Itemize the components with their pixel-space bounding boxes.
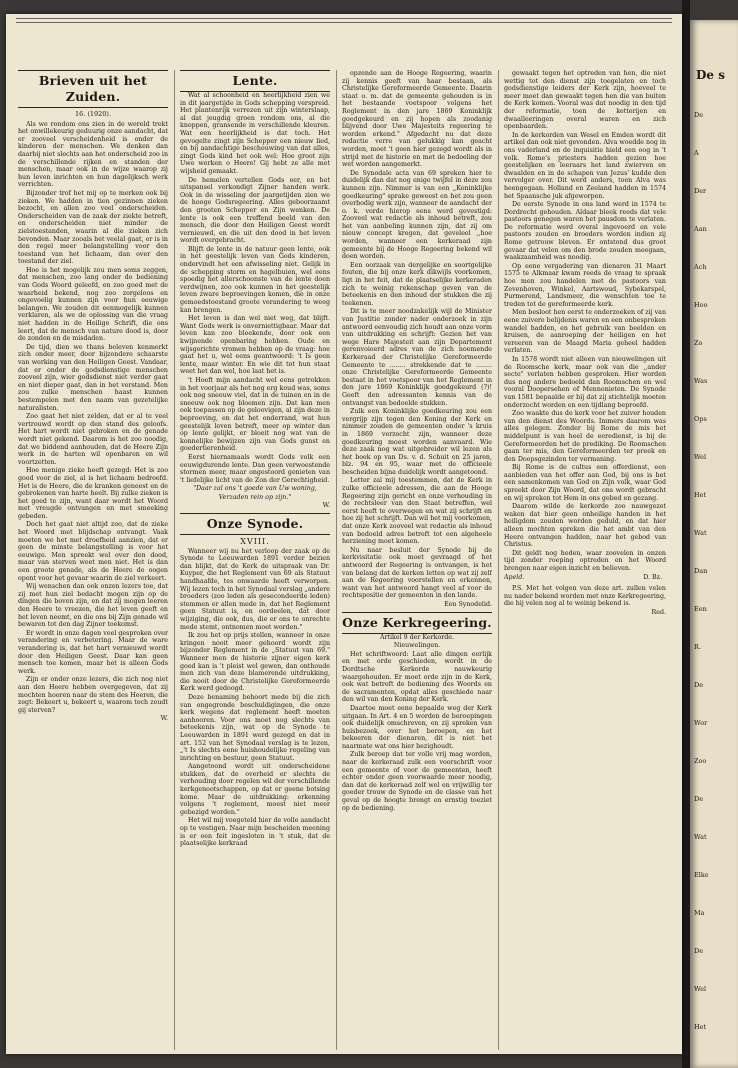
column-separator <box>498 70 499 1050</box>
poem-line: "Daar zal ons 't goede van Uw woning, <box>193 485 317 493</box>
adjacent-page-fragment: De <box>694 111 704 119</box>
column-1 <box>18 70 168 1050</box>
paragraph: Op eene vergadering van dienaren 31 Maart 1575 te Alkmaar kwam reeds de vraag te spraak hoe men zou handelen met de pastoors van Zevenhoven, Winkel, Aartswoud, Sybekarspel, Purmerend, Landsmeer, die wenschten toe te treden tot de gereformeerde kerk. <box>504 262 666 308</box>
paragraph: Bijzonder trof het mij op te merken ook bij zieken. We hadden in tien gezinnen zieken bezocht, en allen zoo veel onderscheiden. Onderscheiden van de zaak der ziekte betreft, en onderscheiden niet minder de zielstoestanden, waarin al die zieken zich bevonden. Maar zooals het veelal gaat, er is in den regel meer belangstelling voor den toestand van het lichaam, dan over den toestand der ziel. <box>18 189 168 266</box>
paragraph: Men besloot hen eerst te onderzoeken of zij van eene zuivere belijdenis waren en een onbesproken wandel hadden, en het gebruik van beelden en kruisen, de aanroeping der heiligen en het vereeren van de Maagd Maria geheel hadden verlaten. <box>504 309 666 355</box>
adjacent-page-fragment: Zo <box>694 339 703 347</box>
adjacent-page-fragment: Hoo <box>694 301 708 309</box>
paragraph: Eerst hiernamaals wordt Gods volk een eeuwigdurende lente. Dan geen verwoestende stormen meer, maar ongestoord genieten van 't liefelijke licht van de Zon der Gerechtigheid. <box>180 453 330 484</box>
adjacent-page-fragment: A <box>694 149 699 157</box>
adjacent-page-fragment: Een <box>694 605 707 613</box>
paragraph: Het leven is dan wel niet weg, dat blijft. Want Gods werk is onverniettigbaar. Maar dat leven kan zoo bleekende, door ook een kwijnende openbaring hebben. Oude en wijsgerichte vromen hebben op de vraag: hoe gaat het u, wel eens geantwoord: 't Is geen lente, maar winter. En wie dit tot hun staat weet het dan wel, hoe laat het is. <box>180 315 330 376</box>
column-3 <box>342 70 492 1050</box>
paragraph: Zoo gaat het niet zelden, dat er al te veel vertrouwd wordt op den stand des geloofs. Het hart wordt niet gebroken en de genade wordt niet gekend. Daarom is het zoo noodig, dat we biddend aanhouden, dat de Heere Zijn werk in de harten wil openbaren en wil voortzetten. <box>18 413 168 466</box>
adjacent-page-fragment: Der <box>694 187 707 195</box>
top-rule-2 <box>16 22 672 23</box>
adjacent-page-title: De s <box>696 68 725 82</box>
adjacent-page-fragment: Ops <box>694 415 707 423</box>
adjacent-page-fragment: Dan <box>694 567 708 575</box>
adjacent-page-fragment: Het <box>694 491 707 499</box>
paragraph: Zulk een Koninklijke goedkeuring zou een vergrijp zijn tegen den Koning der Kerk en nimmer zouden de gemeenten onder 's kruis in 1869 verzocht zijn, wanneer deze goedkeuring moest worden aanvaard. Wie deze zaak nog wat uitgebreider wil lezen als het boek op van Ds. v. d. Schuit en 25 jaren, blz. 94 en 95, waar met de officieele bescheiden bijna duidelijk wordt aangetoond. <box>342 408 492 476</box>
paragraph: De eerste Synode in ons land werd in 1574 te Dordrecht gehouden. Aldaar bleek reeds dat vele pastoors genegen waren het pausdom te verlaten. De reformatie werd overal ingevoerd en vele pastoors zouden en broeders worden indien zij Rome getrouw bleven. Er ontstond dus groot gevaar dat velen om den brode zouden meegaan, waakzaamheid was noodig. <box>504 201 666 262</box>
paragraph: Het wil mij voegeteld hier de volle aandacht op te vestigen. Naar mijn bescheiden meening is er een feit ingesloten in 't stuk, dat de plaatselijke kerkraad <box>180 817 330 848</box>
postscript-signature: Red. <box>651 608 666 616</box>
article-title-brieven: Brieven uit het Zuiden. <box>18 70 168 108</box>
paragraph: Daarom wilde de kerkorde zoo nauwgezet waken dat hier geen onheilige handen in het heiligdom zouden worden geduld, en dat hier alleen mochten spreken die het ambt van den Heere ontvangen hadden, naar het gebod van Christus. <box>504 503 666 549</box>
book-binding <box>682 0 690 1068</box>
paragraph: opzende aan de Hooge Regeering, waarin zij kennis geeft van haar bestaan, als Christelijke Gereformeerde Gemeente. Daarin staat o. m. dat de gemeente gehouden is in het bestaande voetspoor volgens het Reglement in den jare 1869 Koninklijk goedgekeurd en zij hopen als zoodanig blijvend door Uwe Majesteits regeering te worden erkend." Afgedacht nu dat deze redactie verre van gelukkig kan geacht worden, moet 't geen hier gezegd wordt als in strijd met de historie en met de bedoeling der wet worden aangemerkt. <box>342 70 492 169</box>
article-place: Apeld. <box>504 573 525 581</box>
adjacent-page-fragment: Wat <box>694 529 707 537</box>
adjacent-page-fragment: Aan <box>694 225 707 233</box>
paragraph: Zijn er onder onze lezers, die zich nog niet aan den Heere hebben overgegeven, dat zij mochten hooren naar de stem des Heeren, die zegt: Bekeert u, bekeert u, waarom toch zoudt gij sterven? <box>18 676 168 714</box>
article-title-lente: Lente. <box>180 70 330 92</box>
article-body-synode-cont <box>342 70 492 600</box>
adjacent-page-fragment: Ma <box>694 909 705 917</box>
paragraph: In de kerkorden van Wesel en Emden wordt dit artikel dan ook niet gevonden. Alva woedde nog in ons vaderland en de inquisitie hield een oog in 't volk. Rome's priesters hadden gezien hoe geestelijken en leeraars het land zwierven en dwaalden en in de schapen van Jezus' kudde den vervolger over. Dit werd anders, toen Alva was heengegaan. Holland en Zeeland hadden in 1574 het Spaansche juk afgeworpen. <box>504 131 666 200</box>
paragraph: Deze benaming behoort mede bij die zich van ongegronde beschuldigingen, die onze kerk wegens dat reglement heeft moeten aanhooren. Voor ons moet nog slechts van beteekenis zijn, wat op de Synode te Leeuwarden in 1891 werd gezegd en dat in art. 152 van het Synodaal verslag is te lezen, „'t Is slechts eene huishoudelijke regeling van inrichting en bestuur, geen Statuut. <box>180 693 330 762</box>
article-dateline: 16. (1920). <box>74 110 112 118</box>
article-body-lente <box>180 92 330 484</box>
adjacent-page-fragment: De <box>694 681 704 689</box>
article-title-kerkregeering: Onze Kerkregeering. <box>342 612 492 634</box>
column-2 <box>180 70 330 1050</box>
paragraph: Blijft de lente in de natuur geen lente, ook in het geestelijk leven van Gods kinderen, ondervindt het een afwisseling niet. Gelijk in de schepping storm en hagelbuien, wel eens spoedig het allerschoonste van de lente doen verdwijnen, zoo ook kunnen in het geestelijk leven zware beproevingen komen, die in onze gemoedstoestand groote verandering te weeg kan brengen. <box>180 245 330 314</box>
column-4 <box>504 70 666 1050</box>
paragraph: De hemelen vertellen Gods eer, en het uitspansel verkondigt Zijner handen werk. Ook in de wisseling der jaargetijden zien we de hooge Godsregeering. Alles geboorzaamt den grooten Schepper en Zijn wenken. De lente is ook een treffend beeld van den mensch, die door den Heiligen Geest wordt vernieuwd, en die uit den dood in het leven wordt overgebracht. <box>180 176 330 245</box>
paragraph: Aangetoond wordt uit onderscheidene stukken, dat de overheid er slechts de verhouding door regelen wil der verschillende kerkgenootschappen, op dat er geene botsing kome. Maar de uitdrukking: erkenning volgens 't reglement, moest niet meer gebezigd worden." <box>180 763 330 816</box>
adjacent-page-fragment: Wel <box>694 985 707 993</box>
paragraph: Letter zal mij toestemmen, dat de Kerk in zulke officieele adressen, die aan de Hooge Regeering zijn gericht en onze verhouding in de rechtsleer van den Staat betreffen, wel eerst heeft te overwegen en wat zij schrijft en hoe zij het schrijft. Dan wil het mij voorkomen, dat onze Kerk zooveel wat redactie als inhoud van bedoeld adres betreft tot een algeheele herziening moet komen. <box>342 477 492 546</box>
newspaper-page <box>6 14 682 1054</box>
column-separator <box>174 70 175 1050</box>
paragraph: Bij Rome is de cultus een offerdienst, een aanbieden van het offer aan God, bij ons is het een samenkomen van God en Zijn volk, waar God spreekt door Zijn Woord, dat ons wordt gebracht en wij spreken tot Hem in ons gebed en gezang. <box>504 464 666 502</box>
adjacent-page-fragment: Wor <box>694 719 708 727</box>
adjacent-page-fragment: Elke <box>694 871 709 879</box>
paragraph: Zulk beroep dat ter volle vrij mag worden, naar de kerkeraad zulk een voorschrift voor een gemeente of voor de gemeenten, heeft echter onder geen voorwaarde meer noodig, dan dat de kerkeraad zelf wel en vrijwillig ter goeder trouw de Synode en de classe van het geval op de hoogte brengt en ernstig toeziet op de bediening. <box>342 751 492 812</box>
paragraph: gewaakt tegen het optreden van hen, die niet wettig tot den dienst zijn toegelaten en toch godsdienstige leiders der Kerk zijn, hoeveel te meer moet dan gewaakt tegen hen die van buiten de Kerk komen. Vooral was dat noodig in den tijd der reformatie, toen de ketterijen en dwaalleeringen overal waren en zich openbaarden. <box>504 70 666 131</box>
adjacent-page-fragment: Ach <box>694 263 707 271</box>
article-signature: Een Synodelid. <box>444 600 492 608</box>
paragraph: Zoo waakte dus de kerk voor het zuiver houden van den dienst des Woords. Immers daarom was alles gelegen. Zonder bij Rome de mis het middelpunt is van heel de eeredienst, is bij de Gereformeerden het de prediking. De Roomschen gaan ter mis, den Gereformeerden ter preek en den Doopsgezinden ter vermaning. <box>504 410 666 463</box>
paragraph: De tijd, dien we thans beleven kenmerkt zich onder meer, door bijzondere schaarste van werking van den Heiligen Geest. Vandaar, dat er onder de godsdienstige menschen zooveel zijn, wier godsdienst niet verder gaat en niet dieper gaat, dan in het verstand. Men zou zulke menschen haast kunnen bestempelen met den naam van gezetelijke naturalisten. <box>18 343 168 412</box>
paragraph: Wat al schoonheid en heerlijkheid zien we in dit jaargetijde in Gods schepping verspreid. Het plantenrijk verrezen uit zijn winterslaap, al dat jeugdig groen rondom ons, al die knoppen, gransende in verschillende kleuren. Wat een heerlijkheid is dat toch. Het gevogelte zingt zijn Schepper een nieuw lied, en bij aandachtige beschouwing van dat alles, zingt Gods kind het ook wel: Hoe groot zijn Uwe werken o Heere! Gij hebt ze alle met wijsheid gemaakt. <box>180 92 330 175</box>
paragraph: Wij wenschen dan ook onzen lezers toe, dat zij met hun ziel bedacht mogen zijn op de dingen die boven zijn, en dat zij mogen leeren den Heere te vreezen, die het leven geeft en het leven neemt, en die ons bij Zijn genade wil bewaren tot den dag Zijner toekomst. <box>18 583 168 629</box>
adjacent-page-fragment: De <box>694 795 704 803</box>
paragraph: Ik zou het op prijs stellen, wanneer in onze kringen nooit meer gehoord wordt zijn bijzonder Reglement in de „Statuut van 69." Wanneer men de historie zijner eigen kerk goed kan is 't pleist wel gewen, dan onthoude men zich van deze blamerende uitdrukking, die nooit door de Christelijke Gereformeerde Kerk werd gedoogd. <box>180 632 330 693</box>
paragraph: Wanneer wij nu het verloop der zaak op de Synode te Leeuwarden 1891 verder bezien dan blijkt, dat de Kerk de uitspraak van Dr. Kuyper, die het Reglement van 69 als Statuut handhaafde, tes onwaarde heeft verworpen. Wij lezen toch in het Synodaal verslag „andere broeders (zoo leden als gesecondeerde leden) stemmen er allen mede in, dat het Reglement geen Statuut is, en oordeelen, dat door wijziging, die ook, dus, die er ons te onrechte mede stemt, ontnomen moet worden." <box>180 547 330 631</box>
article-signature: W. <box>322 502 330 510</box>
poem-line: Verzaden rein op zijn." <box>218 493 292 501</box>
paragraph: Een oorzaak van dergelijke en soortgelijke fouten, die bij onze kerk dikwijls voorkomen, ligt in het feit, dat de plaatselijke kerkeraden zich te weinig rekenschap geven van de beteekenis en den inhoud der stukken die zij teekenen. <box>342 261 492 307</box>
adjacent-page-fragment: Wat <box>694 833 707 841</box>
article-subtitle: Artikel 9 der Kerkorde. <box>379 633 455 641</box>
paragraph: Dit is te meer noodzakelijk wijl de Minister van Justitie zonder nader onderzoek in zijn antwoord eenvoudig zich houdt aan onze vorm van uitdrukking en schrijft: Gezien het van wege Hare Majesteit aan zijn Departement gerenvoieerd adres van de zich noemende Kerkeraad der Christelijke Gereformeerde Gemeente te ........ strekkende dat te ........ onze Christelijke Gereformeerde Gemeente bestaat in het voetspoor van het Reglement in den jare 1869 Koninklijk goedgekeurd (?)! Geeft den adressanten kennis van de ontvangst van bedoelde stukken. <box>342 308 492 407</box>
paragraph: 't Hoeft mijn aandacht wel eens getrokken in het voorjaar als het nog erg koud was, soms ook nog sneeuw viel, dat in de tuinen en in de sneeuw ook nog bloemen zijn. Dat kan men ook toepassen op de geloovigen, al zijn deze in beproeving, en dat het onderrand, wat hun geestelijk leven betreft, meer op winter dan op lente gelijkt, er bloeit nog wat van de konnelijke bewijzen zijn van Gods gunst en goedertierenheid. <box>180 376 330 453</box>
column-separator <box>336 70 337 1050</box>
adjacent-page-fragment: Wel <box>694 453 707 461</box>
paragraph: In 1578 wordt niet alleen van nieuwelingen uit de Roomsche kerk, maar ook van die ,,ander secte" verlaten hebben gesproken. Hier worden dus nog andere bedoeld dan Roomschen en wel vooral Doopersehen of Mennonieten. De Synode van 1581 bepaalde er bij dat zij stichtelijk moeten onderzocht worden en een tijdlang beproefd. <box>504 355 666 409</box>
paragraph: Nu naar besluit der Synode bij de kerkvisitatie ook moet gevraagd of het antwoord der Regeering is ontvangen, is het van belang dat de kerken letten op wat zij zelf aan de Regeering voorstellen en erkennen, want van het antwoord hangt veel af voor de rechtspositie der gemeenten in den lande. <box>342 546 492 600</box>
paragraph: Hoe menige zieke heeft gezegd: Het is zoo goed voor de ziel, al is het lichaam bedroefd. Het is de Heere, die de kranken geneest en de gebrokenen van harte heelt. Bij zulke zieken is het goed te zijn, want daar wordt het Woord met vreugde ontvangen en met smeeking gebeden. <box>18 467 168 520</box>
paragraph: Dit geldt nog heden, waar zoovelen in onzen tijd zonder roeping optreden en het Woord brengen naar eigen inzicht en believen. <box>504 549 666 572</box>
article-body-kerkregeering-cont <box>504 70 666 573</box>
adjacent-page-fragment: R. <box>694 643 701 651</box>
top-rule <box>16 18 672 19</box>
article-body-brieven <box>18 121 168 715</box>
paragraph: Daartoe moet eene bepaalde weg der Kerk uitgaan. In Art. 4 en 5 worden de beroepingen ook duidelijk omschreven, en zij spreken van huisbezoek, over het beroepen, en het bekeeren der dienaren, dit is niet het naarmate wat ons hier bezighoudt. <box>342 704 492 750</box>
article-title-synode: Onze Synode. <box>180 513 330 535</box>
article-subheading: Nieuwelingen. <box>393 642 441 650</box>
adjacent-page-fragment: De <box>694 947 704 955</box>
paragraph: Er wordt in onze dagen veel gesproken over verandering en verbetering. Maar de ware verandering is, dat het hart vernieuwd wordt door den Heiligen Geest. Daar kan geen mensch toe komen, maar het is alleen Gods werk. <box>18 629 168 675</box>
article-signature: D. Bz. <box>643 573 662 581</box>
adjacent-page-fragment: Was <box>694 377 708 385</box>
adjacent-page-fragment: Zoo <box>694 757 707 765</box>
postscript: P.S. Met het volgen van deze art. zullen velen nu nader bekend worden met onze Kerkregeering, die hij velen nog al te weinig bekend is. <box>504 585 666 608</box>
article-place-signature <box>504 574 666 582</box>
article-body-synode <box>180 548 330 848</box>
article-section-number: XVIII. <box>240 537 270 547</box>
adjacent-page-fragment: Het <box>694 1023 707 1031</box>
paragraph: Als we rondom ons zien in de wereld trekt het onwillekeurig geduurig onze aandacht, dat er zooveel verscheidenheid is onder de kinderen der menschen. We denken dan daarbij niet slechts aan het onderscheid zoo in de verschillende rijken en standen der menschen, maar ook in de wijze waarop zij hun leven inrichten en hun dagelijksch werk verrichten. <box>18 120 168 189</box>
adjacent-page-edge <box>690 20 738 1068</box>
paragraph: De Synodale acta van 69 spreken hier te duidelijk dan dat nog enige twijfel in deze zou kunnen zijn. Nimmer is van een „Koninklijke goedkeuring" sprake geweest en het zou geen overbodig werk zijn, wanneer de aandacht der o. k. vorde hierop eens werd gevestigd: Zooveel wat redactie als inhoud betreft, zou het van aanbeling kunnen zijn, dat zij om nieuw concept kregen, dat geveleel ,,hoe worden, wanneer een kerkeraad zijn gemeente bij de Hooge Regeering bekend wil doen worden. <box>342 169 492 261</box>
paragraph: Hoe is het mogelijk zou men soms zeggen, dat menschen, zoo lang onder de bediening van Gods Woord geleefd, en zoo goed met de waarheid bekend, nog zoo zorgeloos en ongevoelig kunnen zijn voor hun eeuwige belangen. We zouden dit eenmogelijk kunnen verklaren, als we de oplossing van die vraag niet hadden in de Heilige Schrift, die ons leert, dat de mensch van nature dood is, door de zonden en de misdaden. <box>18 266 168 343</box>
paragraph: Het schriftwoord: Laat alle dingen eerlijk en met orde geschieden, wordt in de Dordtsche Kerkorde nauwkeurig waargehouden. Er moet orde zijn in de Kerk, ook wat betreft de bediening des Woords en de sacramenten, opdat alles geschiede naar den wil van den Koning der Kerk. <box>342 650 492 704</box>
paragraph: Doch het gaat niet altijd zoo, dat de zieke het Woord met blijdschap ontvangt. Vaak moeten we het met droefheid aanzien, dat er geen de minste belangstelling is voor het eeuwige. Men spreekt wel over den dood, maar van sterven weet men niet. Het is dan een groote genade, als de Heere de oogen opent voor het gevaar waarin de ziel verkeert. <box>18 521 168 582</box>
article-body-kerkregeering <box>342 651 492 812</box>
article-signature: W. <box>160 715 168 723</box>
